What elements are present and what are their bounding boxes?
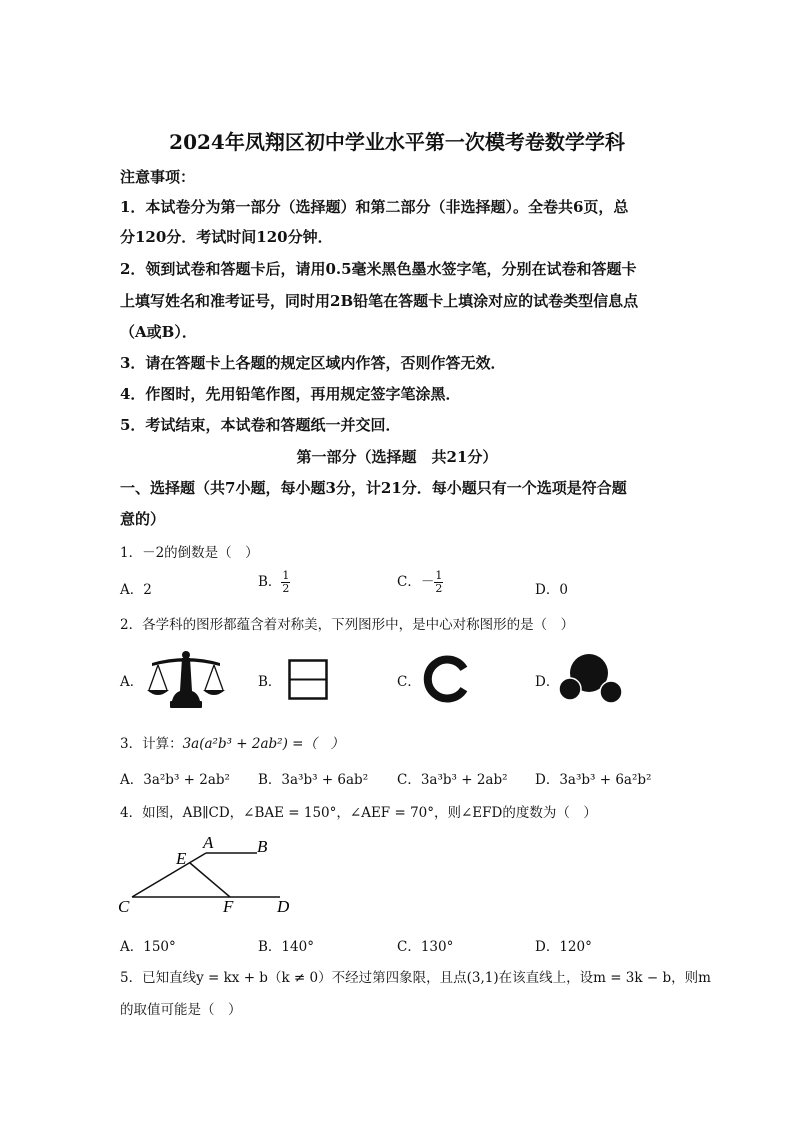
q2-option-a: A． bbox=[120, 674, 144, 690]
q4-option-c: C．130° bbox=[397, 939, 454, 955]
split-square-icon bbox=[288, 659, 328, 700]
notice-line: 2．领到试卷和答题卡后，请用0.5毫米黑色墨水签字笔，分别在试卷和答题卡 bbox=[120, 260, 637, 278]
q1-option-a: A．2 bbox=[120, 582, 152, 598]
q2-option-c: C． bbox=[397, 674, 421, 690]
q1-stem: 1．－2的倒数是（ ） bbox=[120, 545, 259, 561]
notice-line: 4．作图时，先用铅笔作图，再用规定签字笔涂黑． bbox=[120, 385, 461, 403]
section-heading: 一、选择题（共7小题，每小题3分，计21分．每小题只有一个选项是符合题 bbox=[120, 479, 627, 497]
q1-option-b: B． $\frac{1}{2}$ bbox=[258, 569, 290, 595]
line-ce bbox=[132, 853, 206, 897]
notice-line: 分120分．考试时间120分钟． bbox=[120, 228, 333, 246]
q2-option-b: B． bbox=[258, 674, 282, 690]
q3-option-d: D．3a³b³ + 6a²b² bbox=[535, 772, 652, 788]
q4-stem: 4．如图，AB∥CD，∠BAE = 150°，∠AEF = 70°，则∠EFD的度数为（ ） bbox=[120, 805, 597, 821]
label-e: E bbox=[176, 849, 187, 868]
q2-option-d: D． bbox=[535, 674, 560, 690]
q5-stem-line1: 5．已知直线y = kx + b（k ≠ 0）不经过第四象限，且点(3,1)在该直线上，设m = 3k − b，则m bbox=[120, 970, 711, 986]
label-f: F bbox=[223, 897, 234, 916]
q4-option-d: D．120° bbox=[535, 939, 592, 955]
page-title: 2024年凤翔区初中学业水平第一次模考卷数学学科 bbox=[169, 130, 625, 154]
three-circles-icon bbox=[556, 652, 626, 708]
label-d: D bbox=[277, 897, 290, 916]
balance-scale-icon bbox=[146, 645, 226, 711]
q4-option-b: B．140° bbox=[258, 939, 314, 955]
notice-line: （A或B）． bbox=[120, 323, 197, 341]
label-b: B bbox=[257, 837, 268, 856]
notice-line: 1．本试卷分为第一部分（选择题）和第二部分（非选择题）。全卷共6页，总 bbox=[120, 198, 629, 216]
q3-stem: 3．计算：3a(a²b³ + 2ab²) =（ ） bbox=[120, 736, 344, 752]
q2-stem: 2．各学科的图形都蕴含着对称美，下列图形中，是中心对称图形的是（ ） bbox=[120, 617, 575, 633]
open-ring-icon bbox=[424, 656, 470, 702]
section-heading-cont: 意的） bbox=[120, 510, 166, 528]
q3-option-b: B．3a³b³ + 6ab² bbox=[258, 772, 369, 788]
q3-option-c: C．3a³b³ + 2ab² bbox=[397, 772, 508, 788]
q3-option-a: A．3a²b³ + 2ab² bbox=[120, 772, 230, 788]
label-a: A bbox=[203, 833, 214, 852]
geometry-figure bbox=[110, 830, 310, 920]
q1-option-c: C．－ $\frac{1}{2}$ bbox=[397, 569, 443, 595]
part1-heading: 第一部分（选择题 共21分） bbox=[296, 448, 498, 466]
notice-heading: 注意事项： bbox=[120, 168, 196, 186]
notice-line: 3．请在答题卡上各题的规定区域内作答，否则作答无效． bbox=[120, 354, 506, 372]
q4-option-a: A．150° bbox=[120, 939, 176, 955]
q1-option-d: D．0 bbox=[535, 582, 568, 598]
notice-line: 5．考试结束，本试卷和答题纸一并交回． bbox=[120, 416, 401, 434]
q5-stem-line2: 的取值可能是（ ） bbox=[120, 1002, 242, 1018]
notice-line: 上填写姓名和准考证号，同时用2B铅笔在答题卡上填涂对应的试卷类型信息点 bbox=[120, 292, 639, 310]
line-ef bbox=[190, 863, 230, 897]
label-c: C bbox=[118, 897, 130, 916]
